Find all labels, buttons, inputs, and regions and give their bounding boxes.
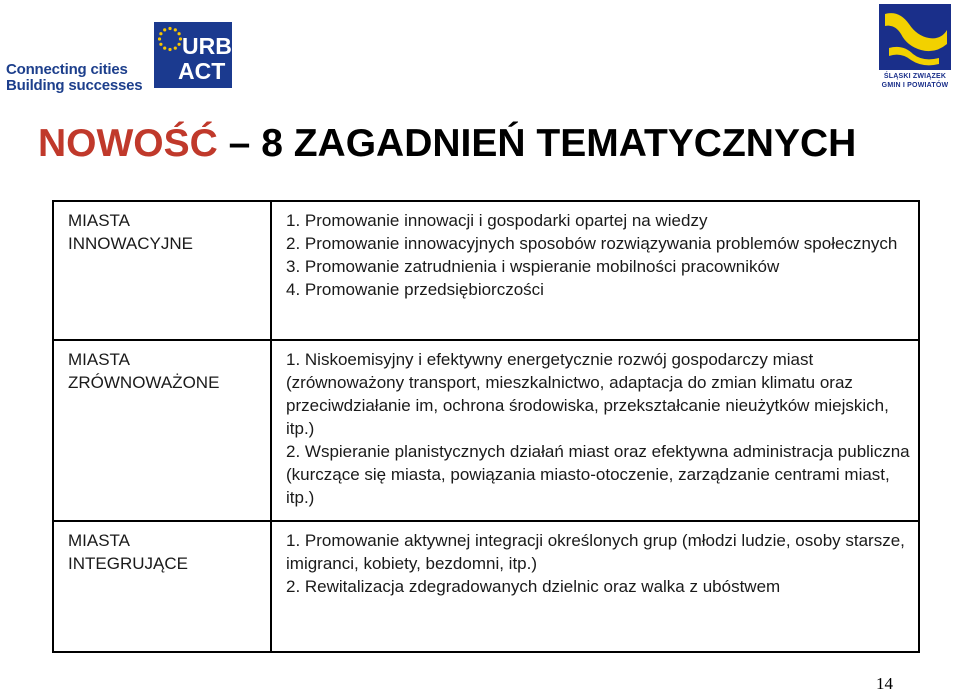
topic-item: 1. Niskoemisyjny i efektywny energetycznie rozwój gospodarczy miast (zrównoważony transport, mieszkalnictwo, adaptacja do zmian klimatu oraz przeciwdziałanie im, ochrona środowiska, przekształcanie nieużytków miejskich, itp.) bbox=[286, 350, 889, 438]
topics-cell bbox=[271, 340, 919, 521]
topic-item: 2. Wspieranie planistycznych działań miast oraz efektywna administracja publiczna (kurczące się miasta, powiązania miasto-otoczenie, zarządzanie centrami miast, itp.) bbox=[286, 442, 910, 507]
slaski-caption-line-2: GMIN I POWIATÓW bbox=[881, 82, 949, 89]
slaski-caption-line-1: ŚLĄSKI ZWIĄZEK bbox=[883, 73, 947, 80]
logo-line-1: Connecting cities bbox=[6, 61, 128, 78]
slaski-zwiazek-logo bbox=[873, 4, 957, 96]
connecting-cities-logo bbox=[6, 62, 142, 94]
topics-cell bbox=[271, 201, 919, 340]
topic-item: 2. Promowanie innowacyjnych sposobów rozwiązywania problemów społecznych bbox=[286, 234, 898, 253]
category-label-line-2: INNOWACYJNE bbox=[68, 234, 193, 253]
table-row bbox=[53, 340, 919, 521]
topic-item: 4. Promowanie przedsiębiorczości bbox=[286, 280, 544, 299]
category-label-line-1: MIASTA bbox=[68, 211, 131, 230]
category-cell bbox=[53, 521, 271, 652]
topic-item: 1. Promowanie aktywnej integracji określonych grup (młodzi ludzie, osoby starsze, imigranci, kobiety, bezdomni, itp.) bbox=[286, 531, 905, 573]
urbact-logo bbox=[154, 22, 232, 88]
category-label-line-2: INTEGRUJĄCE bbox=[68, 554, 188, 573]
topic-item: 1. Promowanie innowacji i gospodarki opartej na wiedzy bbox=[286, 211, 708, 230]
topic-item: 2. Rewitalizacja zdegradowanych dzielnic oraz walka z ubóstwem bbox=[286, 577, 781, 596]
table-row bbox=[53, 521, 919, 652]
topics-cell bbox=[271, 521, 919, 652]
title-highlight: NOWOŚĆ bbox=[38, 122, 218, 165]
urbact-word-1: URB bbox=[182, 33, 232, 59]
topic-item: 3. Promowanie zatrudnienia i wspieranie mobilności pracowników bbox=[286, 257, 780, 276]
category-cell bbox=[53, 201, 271, 340]
title-rest: – 8 ZAGADNIEŃ TEMATYCZNYCH bbox=[217, 122, 857, 165]
urbact-word-2: ACT bbox=[178, 58, 226, 84]
category-label-line-2: ZRÓWNOWAŻONE bbox=[68, 373, 220, 392]
table-row bbox=[53, 201, 919, 340]
themes-table bbox=[52, 200, 920, 653]
category-cell bbox=[53, 340, 271, 521]
slaski-emblem-icon bbox=[879, 4, 951, 70]
logo-line-2: Building successes bbox=[6, 77, 143, 94]
category-label-line-1: MIASTA bbox=[68, 350, 131, 369]
slaski-caption bbox=[873, 72, 957, 90]
page-title bbox=[38, 119, 856, 169]
page-number: 14 bbox=[876, 674, 893, 693]
category-label-line-1: MIASTA bbox=[68, 531, 131, 550]
eu-stars-icon bbox=[157, 26, 183, 52]
